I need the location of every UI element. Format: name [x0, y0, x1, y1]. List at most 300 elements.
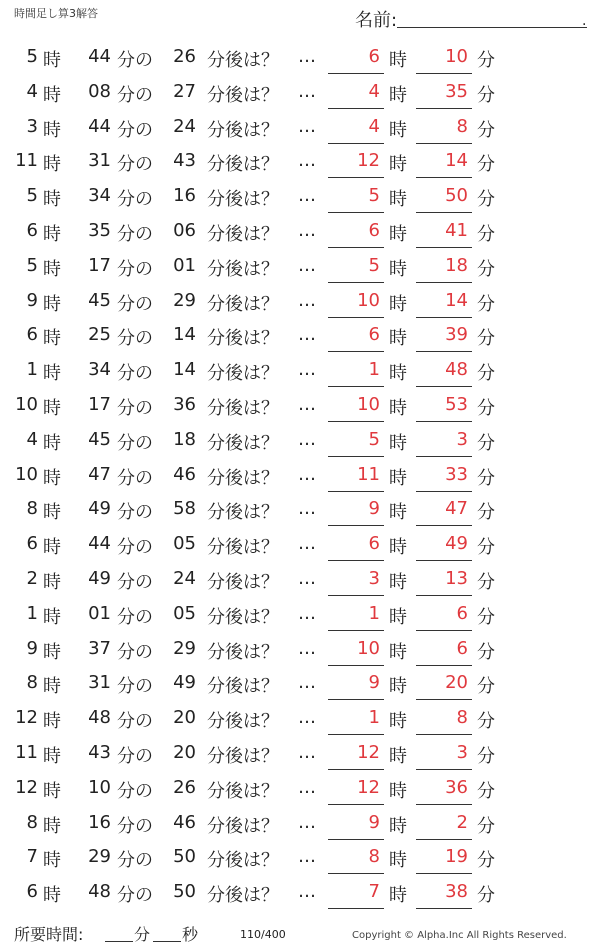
minutes-blank[interactable]: [105, 941, 133, 942]
problem-row: [0, 562, 600, 597]
start-minute: 35: [88, 219, 111, 241]
ellipsis: …: [298, 80, 316, 102]
answer-minute: 35: [445, 80, 468, 102]
answer-hour: 4: [368, 80, 380, 102]
answer-minute: 3: [456, 428, 468, 450]
after-question: 分後は？: [207, 50, 279, 71]
answer-minute-unit: 分: [477, 154, 495, 176]
ellipsis: …: [298, 185, 316, 207]
added-minutes: 16: [173, 185, 196, 207]
answer-hour-unit: 時: [389, 328, 407, 350]
answer-minute-unit: 分: [477, 50, 495, 71]
answer-hour: 12: [357, 741, 380, 763]
minutes-unit: 分: [134, 925, 151, 944]
answer-minute: 50: [445, 185, 468, 207]
start-hour: 5: [26, 46, 38, 67]
answer-hour: 1: [368, 602, 380, 624]
problem-row: [0, 388, 600, 423]
problem-row: [0, 701, 600, 736]
start-hour: 7: [26, 846, 38, 868]
answer-minute: 33: [445, 463, 468, 485]
hour-unit: 時: [43, 815, 61, 837]
minute-of-label: 分の: [117, 711, 153, 733]
answer-hour: 4: [368, 115, 380, 137]
ellipsis: …: [298, 846, 316, 868]
ellipsis: …: [298, 811, 316, 833]
answer-minute: 6: [456, 602, 468, 624]
ellipsis: …: [298, 672, 316, 694]
ellipsis: …: [298, 602, 316, 624]
hour-unit: 時: [43, 711, 61, 733]
answer-hour-unit: 時: [389, 223, 407, 245]
answer-hour: 12: [357, 150, 380, 172]
answer-hour-unit: 時: [389, 50, 407, 71]
added-minutes: 14: [173, 324, 196, 346]
minute-of-label: 分の: [117, 50, 153, 71]
added-minutes: 20: [173, 707, 196, 729]
start-hour: 1: [26, 602, 38, 624]
answer-minute: 18: [445, 254, 468, 276]
answer-minute: 14: [445, 150, 468, 172]
minute-of-label: 分の: [117, 745, 153, 767]
added-minutes: 06: [173, 219, 196, 241]
after-question: 分後は？: [207, 223, 279, 245]
hour-unit: 時: [43, 363, 61, 385]
answer-minute: 8: [456, 707, 468, 729]
start-minute: 31: [88, 672, 111, 694]
added-minutes: 05: [173, 602, 196, 624]
ellipsis: …: [298, 637, 316, 659]
answer-hour-unit: 時: [389, 745, 407, 767]
hour-unit: 時: [43, 641, 61, 663]
problem-row: [0, 458, 600, 493]
minute-of-label: 分の: [117, 780, 153, 802]
answer-hour: 10: [357, 393, 380, 415]
after-question: 分後は？: [207, 119, 279, 141]
answer-hour-unit: 時: [389, 606, 407, 628]
added-minutes: 43: [173, 150, 196, 172]
added-minutes: 05: [173, 533, 196, 555]
start-minute: 43: [88, 741, 111, 763]
answer-hour-unit: 時: [389, 258, 407, 280]
hour-unit: 時: [43, 84, 61, 106]
answer-hour-unit: 時: [389, 119, 407, 141]
answer-minute-unit: 分: [477, 189, 495, 211]
after-question: 分後は？: [207, 745, 279, 767]
answer-hour-unit: 時: [389, 780, 407, 802]
problem-row: [0, 771, 600, 806]
start-minute: 10: [88, 776, 111, 798]
minute-of-label: 分の: [117, 154, 153, 176]
answer-hour-unit: 時: [389, 154, 407, 176]
hour-unit: 時: [43, 328, 61, 350]
answer-minute: 2: [456, 811, 468, 833]
answer-minute-unit: 分: [477, 223, 495, 245]
answer-hour-unit: 時: [389, 711, 407, 733]
answer-minute-unit: 分: [477, 502, 495, 524]
start-minute: 49: [88, 498, 111, 520]
minute-of-label: 分の: [117, 84, 153, 106]
answer-minute: 14: [445, 289, 468, 311]
answer-hour-unit: 時: [389, 84, 407, 106]
problem-row: [0, 249, 600, 284]
ellipsis: …: [298, 776, 316, 798]
hour-unit: 時: [43, 502, 61, 524]
start-minute: 45: [88, 289, 111, 311]
start-minute: 25: [88, 324, 111, 346]
start-minute: 44: [88, 46, 111, 67]
start-minute: 44: [88, 115, 111, 137]
problem-row: [0, 353, 600, 388]
problem-row: [0, 214, 600, 249]
after-question: 分後は？: [207, 676, 279, 698]
problem-row: [0, 597, 600, 632]
name-label: 名前:: [355, 10, 398, 31]
start-minute: 34: [88, 185, 111, 207]
answer-hour-unit: 時: [389, 850, 407, 872]
added-minutes: 50: [173, 881, 196, 903]
start-hour: 6: [26, 881, 38, 903]
start-hour: 11: [15, 150, 38, 172]
answer-minute: 20: [445, 672, 468, 694]
after-question: 分後は？: [207, 154, 279, 176]
minute-of-label: 分の: [117, 885, 153, 907]
answer-hour: 9: [368, 811, 380, 833]
hour-unit: 時: [43, 223, 61, 245]
added-minutes: 18: [173, 428, 196, 450]
answer-hour: 5: [368, 185, 380, 207]
ellipsis: …: [298, 567, 316, 589]
problem-row: [0, 40, 600, 75]
ellipsis: …: [298, 533, 316, 555]
answer-hour: 10: [357, 637, 380, 659]
ellipsis: …: [298, 428, 316, 450]
answer-hour-unit: 時: [389, 189, 407, 211]
answer-hour: 3: [368, 567, 380, 589]
answer-hour: 11: [357, 463, 380, 485]
problem-row: [0, 840, 600, 875]
after-question: 分後は？: [207, 780, 279, 802]
answer-minute: 10: [445, 46, 468, 67]
start-minute: 45: [88, 428, 111, 450]
after-question: 分後は？: [207, 815, 279, 837]
start-minute: 48: [88, 881, 111, 903]
start-minute: 44: [88, 533, 111, 555]
answer-hour: 5: [368, 254, 380, 276]
start-hour: 4: [26, 80, 38, 102]
hour-unit: 時: [43, 293, 61, 315]
ellipsis: …: [298, 741, 316, 763]
start-minute: 47: [88, 463, 111, 485]
problem-row: [0, 179, 600, 214]
start-hour: 6: [26, 219, 38, 241]
answer-hour: 1: [368, 707, 380, 729]
after-question: 分後は？: [207, 537, 279, 559]
answer-minute-unit: 分: [477, 293, 495, 315]
answer-minute-unit: 分: [477, 432, 495, 454]
problem-row: [0, 423, 600, 458]
answer-hour-unit: 時: [389, 885, 407, 907]
answer-minute-unit: 分: [477, 676, 495, 698]
answer-hour-unit: 時: [389, 363, 407, 385]
problem-row: [0, 806, 600, 841]
answer-hour-unit: 時: [389, 397, 407, 419]
answer-minute: 41: [445, 219, 468, 241]
hour-unit: 時: [43, 885, 61, 907]
start-hour: 9: [26, 637, 38, 659]
added-minutes: 36: [173, 393, 196, 415]
start-hour: 10: [15, 463, 38, 485]
hour-unit: 時: [43, 189, 61, 211]
ellipsis: …: [298, 289, 316, 311]
answer-minute-unit: 分: [477, 885, 495, 907]
after-question: 分後は？: [207, 641, 279, 663]
start-minute: 34: [88, 359, 111, 381]
answer-hour-unit: 時: [389, 815, 407, 837]
ellipsis: …: [298, 881, 316, 903]
minute-of-label: 分の: [117, 258, 153, 280]
answer-hour-unit: 時: [389, 641, 407, 663]
hour-unit: 時: [43, 154, 61, 176]
hour-unit: 時: [43, 537, 61, 559]
start-hour: 8: [26, 811, 38, 833]
time-required-label: 所要時間:: [14, 925, 84, 944]
answer-minute: 6: [456, 637, 468, 659]
answer-hour-unit: 時: [389, 502, 407, 524]
answer-minute: 36: [445, 776, 468, 798]
after-question: 分後は？: [207, 711, 279, 733]
hour-unit: 時: [43, 745, 61, 767]
answer-minute-unit: 分: [477, 397, 495, 419]
start-hour: 12: [15, 776, 38, 798]
ellipsis: …: [298, 115, 316, 137]
minute-of-label: 分の: [117, 815, 153, 837]
answer-hour: 9: [368, 672, 380, 694]
added-minutes: 24: [173, 115, 196, 137]
start-minute: 37: [88, 637, 111, 659]
hour-unit: 時: [43, 606, 61, 628]
answer-minute: 53: [445, 393, 468, 415]
answer-hour: 12: [357, 776, 380, 798]
answer-minute-unit: 分: [477, 780, 495, 802]
start-hour: 1: [26, 359, 38, 381]
start-hour: 5: [26, 185, 38, 207]
after-question: 分後は？: [207, 467, 279, 489]
answer-minute-unit: 分: [477, 328, 495, 350]
after-question: 分後は？: [207, 258, 279, 280]
added-minutes: 26: [173, 776, 196, 798]
answer-hour: 6: [368, 533, 380, 555]
answer-hour-unit: 時: [389, 467, 407, 489]
answer-hour-unit: 時: [389, 432, 407, 454]
problem-row: [0, 875, 600, 910]
hour-unit: 時: [43, 850, 61, 872]
answer-minute: 49: [445, 533, 468, 555]
start-hour: 11: [15, 741, 38, 763]
ellipsis: …: [298, 707, 316, 729]
problem-list: [0, 40, 600, 910]
worksheet-title: 時間足し算3解答: [14, 7, 98, 20]
start-minute: 49: [88, 567, 111, 589]
start-minute: 01: [88, 602, 111, 624]
minute-of-label: 分の: [117, 606, 153, 628]
after-question: 分後は？: [207, 84, 279, 106]
hour-unit: 時: [43, 50, 61, 71]
after-question: 分後は？: [207, 502, 279, 524]
problem-row: [0, 75, 600, 110]
hour-unit: 時: [43, 258, 61, 280]
ellipsis: …: [298, 393, 316, 415]
name-end-dot: .: [582, 13, 587, 29]
start-minute: 16: [88, 811, 111, 833]
answer-minute-unit: 分: [477, 467, 495, 489]
added-minutes: 14: [173, 359, 196, 381]
answer-hour-unit: 時: [389, 676, 407, 698]
minute-of-label: 分の: [117, 328, 153, 350]
start-hour: 5: [26, 254, 38, 276]
after-question: 分後は？: [207, 885, 279, 907]
start-hour: 6: [26, 324, 38, 346]
problem-row: [0, 144, 600, 179]
after-question: 分後は？: [207, 571, 279, 593]
answer-minute-unit: 分: [477, 641, 495, 663]
answer-minute: 47: [445, 498, 468, 520]
after-question: 分後は？: [207, 189, 279, 211]
added-minutes: 27: [173, 80, 196, 102]
minute-of-label: 分の: [117, 537, 153, 559]
answer-hour: 6: [368, 219, 380, 241]
added-minutes: 26: [173, 46, 196, 67]
start-hour: 10: [15, 393, 38, 415]
start-hour: 9: [26, 289, 38, 311]
answer-hour: 5: [368, 428, 380, 450]
after-question: 分後は？: [207, 397, 279, 419]
hour-unit: 時: [43, 397, 61, 419]
minute-of-label: 分の: [117, 189, 153, 211]
minute-of-label: 分の: [117, 293, 153, 315]
answer-minute-unit: 分: [477, 711, 495, 733]
start-minute: 31: [88, 150, 111, 172]
answer-hour-blank[interactable]: [328, 908, 384, 909]
answer-hour-unit: 時: [389, 571, 407, 593]
after-question: 分後は？: [207, 328, 279, 350]
minute-of-label: 分の: [117, 397, 153, 419]
answer-hour: 1: [368, 359, 380, 381]
start-minute: 48: [88, 707, 111, 729]
answer-hour: 6: [368, 46, 380, 67]
answer-minute-unit: 分: [477, 84, 495, 106]
answer-hour: 9: [368, 498, 380, 520]
added-minutes: 29: [173, 289, 196, 311]
start-minute: 29: [88, 846, 111, 868]
hour-unit: 時: [43, 676, 61, 698]
ellipsis: …: [298, 219, 316, 241]
start-hour: 6: [26, 533, 38, 555]
after-question: 分後は？: [207, 293, 279, 315]
seconds-blank[interactable]: [153, 941, 181, 942]
copyright-notice: Copyright © Alpha.Inc All Rights Reserved.: [352, 930, 567, 941]
problem-row: [0, 318, 600, 353]
answer-minute: 13: [445, 567, 468, 589]
start-hour: 8: [26, 672, 38, 694]
hour-unit: 時: [43, 432, 61, 454]
page-number: 110/400: [240, 928, 286, 941]
answer-minute-unit: 分: [477, 571, 495, 593]
added-minutes: 24: [173, 567, 196, 589]
answer-minute-unit: 分: [477, 258, 495, 280]
problem-row: [0, 632, 600, 667]
answer-hour: 7: [368, 881, 380, 903]
start-minute: 08: [88, 80, 111, 102]
problem-row: [0, 110, 600, 145]
answer-minute: 3: [456, 741, 468, 763]
ellipsis: …: [298, 46, 316, 67]
answer-minute: 8: [456, 115, 468, 137]
hour-unit: 時: [43, 780, 61, 802]
after-question: 分後は？: [207, 363, 279, 385]
answer-hour-unit: 時: [389, 293, 407, 315]
answer-minute-unit: 分: [477, 119, 495, 141]
ellipsis: …: [298, 498, 316, 520]
start-hour: 4: [26, 428, 38, 450]
ellipsis: …: [298, 463, 316, 485]
added-minutes: 50: [173, 846, 196, 868]
answer-minute-unit: 分: [477, 606, 495, 628]
answer-minute-unit: 分: [477, 537, 495, 559]
hour-unit: 時: [43, 467, 61, 489]
answer-minute-unit: 分: [477, 745, 495, 767]
minute-of-label: 分の: [117, 119, 153, 141]
minute-of-label: 分の: [117, 676, 153, 698]
problem-row: [0, 666, 600, 701]
ellipsis: …: [298, 324, 316, 346]
hour-unit: 時: [43, 571, 61, 593]
ellipsis: …: [298, 359, 316, 381]
minute-of-label: 分の: [117, 641, 153, 663]
minute-of-label: 分の: [117, 850, 153, 872]
added-minutes: 29: [173, 637, 196, 659]
added-minutes: 46: [173, 811, 196, 833]
after-question: 分後は？: [207, 432, 279, 454]
start-hour: 3: [26, 115, 38, 137]
answer-minute-unit: 分: [477, 850, 495, 872]
start-minute: 17: [88, 393, 111, 415]
minute-of-label: 分の: [117, 467, 153, 489]
added-minutes: 58: [173, 498, 196, 520]
answer-minute-blank[interactable]: [416, 908, 472, 909]
added-minutes: 46: [173, 463, 196, 485]
answer-hour: 6: [368, 324, 380, 346]
problem-row: [0, 527, 600, 562]
minute-of-label: 分の: [117, 502, 153, 524]
minute-of-label: 分の: [117, 363, 153, 385]
start-hour: 12: [15, 707, 38, 729]
answer-hour: 10: [357, 289, 380, 311]
name-field-line[interactable]: [397, 27, 587, 28]
added-minutes: 49: [173, 672, 196, 694]
answer-minute-unit: 分: [477, 815, 495, 837]
answer-minute: 48: [445, 359, 468, 381]
hour-unit: 時: [43, 119, 61, 141]
start-minute: 17: [88, 254, 111, 276]
after-question: 分後は？: [207, 606, 279, 628]
minute-of-label: 分の: [117, 571, 153, 593]
problem-row: [0, 284, 600, 319]
answer-hour-unit: 時: [389, 537, 407, 559]
start-hour: 2: [26, 567, 38, 589]
minute-of-label: 分の: [117, 432, 153, 454]
answer-minute-unit: 分: [477, 363, 495, 385]
